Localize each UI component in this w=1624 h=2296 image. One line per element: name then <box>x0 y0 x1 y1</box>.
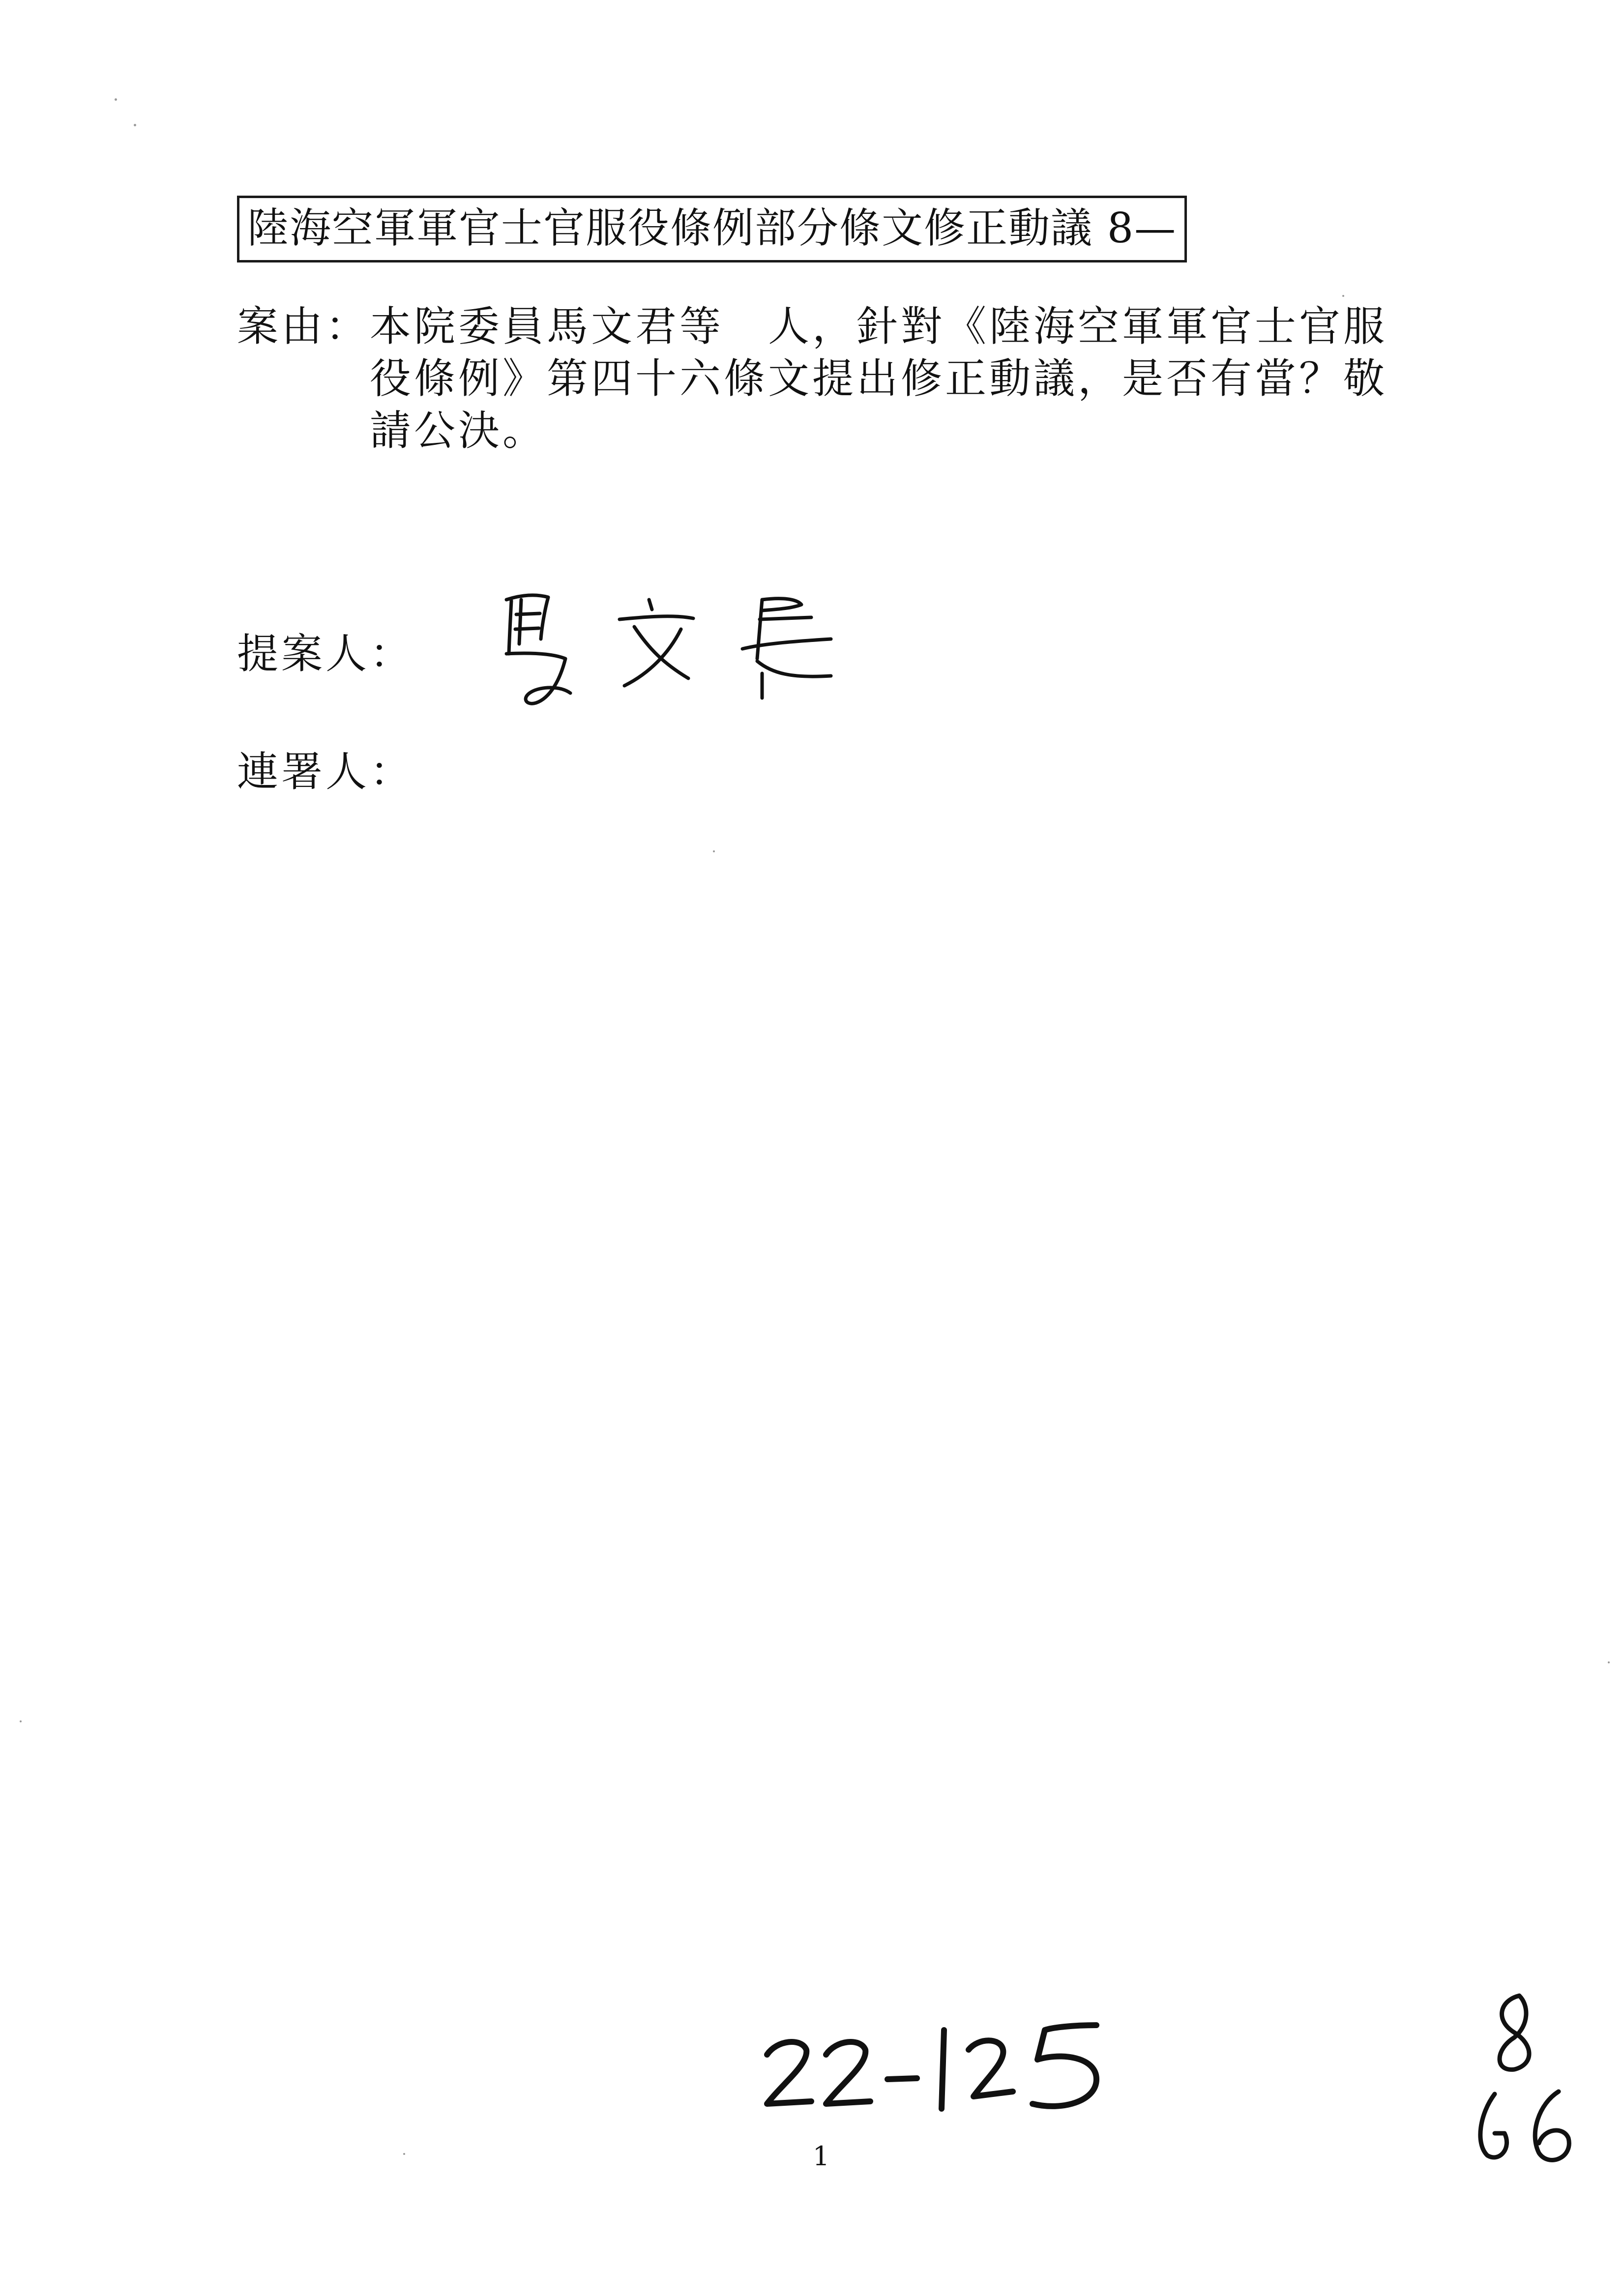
reason-label: 案由： <box>237 302 370 350</box>
scan-speck <box>713 850 715 852</box>
scan-speck <box>403 2153 405 2155</box>
scan-speck <box>20 1720 22 1722</box>
scan-speck <box>1608 1661 1610 1663</box>
document-title: 陸海空軍軍官士官服役條例部分條文修正動議 8— <box>237 196 1187 262</box>
reason-line: 請公決。 <box>370 407 547 455</box>
scan-speck <box>134 124 136 126</box>
proposer-label: 提案人： <box>237 630 414 678</box>
reason-line: 本院委員馬文君等 人，針對《陸海空軍軍官士官服 <box>370 302 1388 350</box>
scan-speck <box>1342 295 1344 297</box>
cosigner-label: 連署人： <box>237 748 414 796</box>
page-number: 1 <box>812 2141 830 2172</box>
handwritten-corner-mark <box>1465 1986 1583 2173</box>
scan-speck <box>115 98 117 101</box>
proposer-signature <box>487 580 851 737</box>
reason-text <box>370 302 1388 458</box>
reason-line: 役條例》第四十六條文提出修正動議，是否有當？敬 <box>370 354 1388 403</box>
handwritten-number <box>757 2010 1131 2123</box>
